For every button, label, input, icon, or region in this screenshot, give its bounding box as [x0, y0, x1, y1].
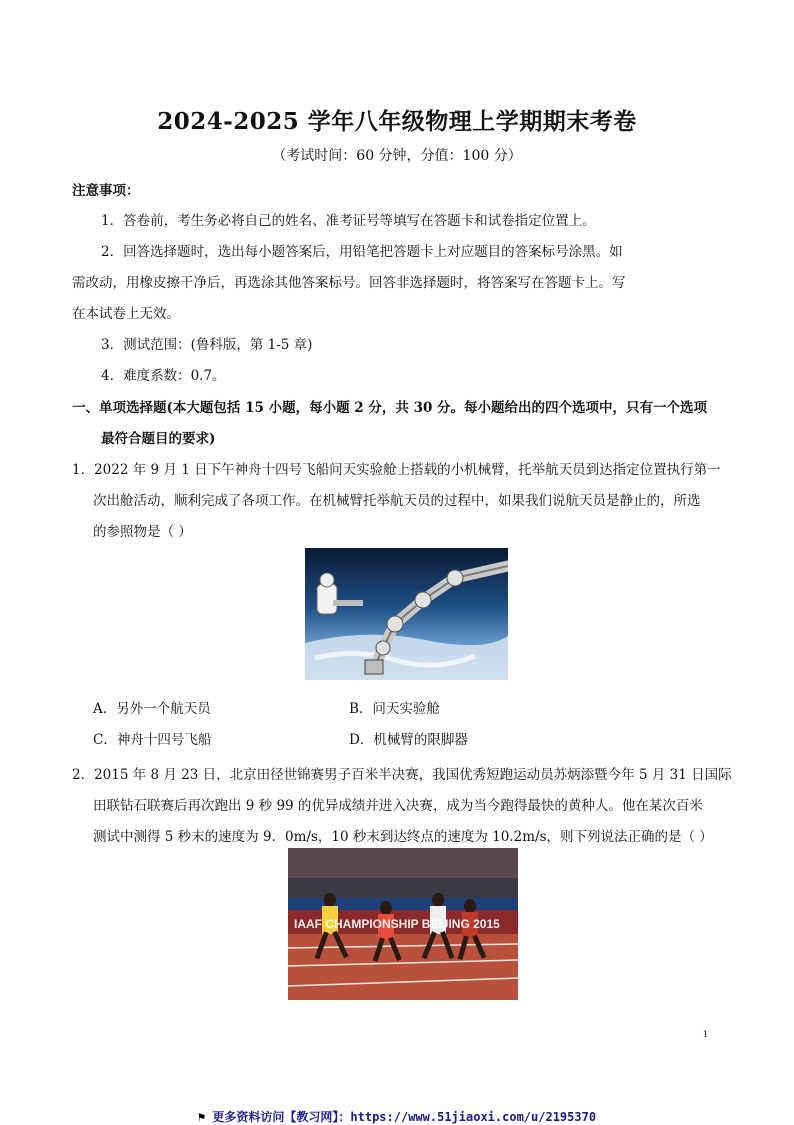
notice-item-4: 4．难度系数：0.7。 — [101, 368, 226, 384]
photo-banner-text: IAAF CHAMPIONSHIP BEIJING 2015 — [294, 917, 500, 931]
section-1-heading: 一、单项选择题(本大题包括 15 小题，每小题 2 分，共 30 分。每小题给出的四个选项中，只有一个选项 — [72, 400, 708, 416]
exam-subtitle: （考试时间：60 分钟，分值：100 分） — [272, 148, 522, 164]
notice-item-2-line-3: 在本试卷上无效。 — [72, 306, 180, 322]
question-1-line-1: 1．2022 年 9 月 1 日下午神舟十四号飞船问天实验舱上搭载的小机械臂，托举航天员到达指定位置执行第一 — [72, 462, 721, 478]
space-robotic-arm-photo — [305, 548, 508, 680]
sprint-race-photo — [288, 848, 518, 1000]
question-1-option-a: A．另外一个航天员 — [93, 701, 211, 717]
footer-link[interactable] — [0, 1108, 794, 1125]
notice-item-2-line-2: 需改动，用橡皮擦干净后，再选涂其他答案标号。回答非选择题时，将答案写在答题卡上。写 — [72, 275, 626, 291]
notice-item-2-line-1: 2．回答选择题时，选出每小题答案后，用铅笔把答题卡上对应题目的答案标号涂黑。如 — [101, 244, 623, 260]
question-1-line-3: 的参照物是（ ） — [93, 524, 192, 540]
notice-item-1: 1．答卷前，考生务必将自己的姓名、准考证号等填写在答题卡和试卷指定位置上。 — [101, 213, 596, 229]
notice-heading: 注意事项： — [72, 183, 140, 199]
question-2-line-2: 田联钻石联赛后再次跑出 9 秒 99 的优异成绩并进入决赛，成为当今跑得最快的黄种人。他在某次百米 — [93, 798, 703, 814]
question-1-option-c: C．神舟十四号飞船 — [93, 732, 212, 748]
question-1-option-b: B．问天实验舱 — [349, 701, 440, 717]
section-1-heading-cont: 最符合题目的要求) — [101, 431, 216, 447]
question-1-line-2: 次出舱活动，顺利完成了各项工作。在机械臂托举航天员的过程中，如果我们说航天员是静止的，所选 — [93, 493, 701, 509]
flag-icon: ⚑ — [197, 1110, 206, 1124]
question-1-option-d: D．机械臂的限脚器 — [349, 732, 468, 748]
page-number: 1 — [703, 1030, 709, 1039]
question-2-line-1: 2．2015 年 8 月 23 日，北京田径世锦赛男子百米半决赛，我国优秀短跑运动员苏炳添暨今年 5 月 31 日国际 — [72, 767, 732, 783]
footer-text: 更多资料访问【教习网】：https://www.51jiaoxi.com/u/2195370 — [212, 1110, 597, 1124]
exam-title: 2024-2025 学年八年级物理上学期期末考卷 — [157, 108, 637, 135]
question-2-line-3: 测试中测得 5 秒末的速度为 9．0m/s，10 秒末到达终点的速度为 10.2m/s，则下列说法正确的是（ ） — [93, 829, 713, 845]
notice-item-3: 3．测试范围：(鲁科版，第 1-5 章) — [101, 337, 313, 353]
